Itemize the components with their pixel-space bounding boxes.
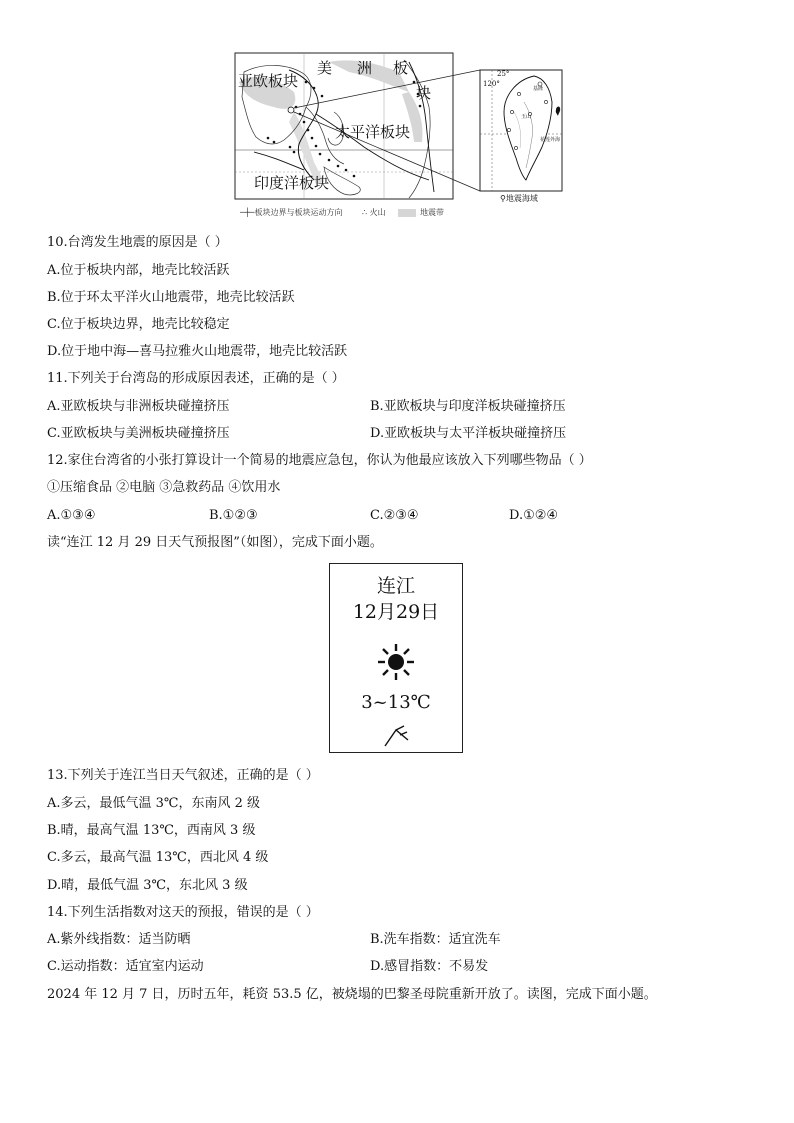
- wind-barb-icon: [382, 724, 414, 748]
- q11-option-c: C.亚欧板块与美洲板块碰撞挤压: [47, 426, 230, 441]
- plate-boundary-icon: ─┼─: [240, 208, 255, 217]
- q14-option-b: B.洗车指数：适宜洗车: [370, 932, 501, 947]
- quake-belt-swatch-icon: [398, 209, 416, 217]
- inset-place-keelung: 基隆: [533, 86, 544, 92]
- inset-place-hualien: 花莲外海: [540, 137, 561, 143]
- inset-lon-label: 25°: [497, 70, 510, 78]
- q14-option-d: D.感冒指数：不易发: [370, 959, 489, 974]
- weather-date: 12月29日: [352, 601, 440, 623]
- sun-icon: [376, 642, 416, 682]
- q10-stem: 10.台湾发生地震的原因是（ ）: [47, 235, 228, 250]
- notre-dame-intro: 2024 年 12 月 7 日，历时五年，耗资 53.5 亿，被烧塌的巴黎圣母院重新开放了。读图，完成下面小题。: [47, 987, 657, 1002]
- q12-option-a: A.①③④: [47, 508, 96, 523]
- q13-option-c: C.多云，最高气温 13℃，西北风 4 级: [47, 850, 269, 865]
- q10-option-c: C.位于板块边界，地壳比较稳定: [47, 317, 230, 332]
- q12-stem: 12.家住台湾省的小张打算设计一个简易的地震应急包，你认为他最应该放入下列哪些物品（ ）: [47, 453, 592, 468]
- q12-option-b: B.①②③: [209, 508, 258, 523]
- label-americas-plate-3: 板: [393, 59, 409, 77]
- q13-stem: 13.下列关于连江当日天气叙述，正确的是（ ）: [47, 768, 319, 783]
- label-americas-plate-2: 洲: [357, 59, 373, 77]
- q13-option-d: D.晴，最低气温 3℃，东北风 3 级: [47, 878, 248, 893]
- weather-city: 连江: [376, 575, 415, 597]
- legend-quake-belt: 地震带: [398, 208, 444, 218]
- q14-stem: 14.下列生活指数对这天的预报，错误的是（ ）: [47, 905, 319, 920]
- label-pacific-plate: 太平洋板块: [335, 123, 411, 141]
- q13-option-a: A.多云，最低气温 3℃，东南风 2 级: [47, 796, 261, 811]
- q11-option-b: B.亚欧板块与印度洋板块碰撞挤压: [370, 399, 566, 414]
- legend-volcano: ∴ 火山: [362, 208, 386, 217]
- volcano-icon: ∴: [362, 208, 368, 217]
- q11-option-a: A.亚欧板块与非洲板块碰撞挤压: [47, 399, 230, 414]
- legend-boundary: ─┼─板块边界与板块运动方向: [240, 208, 343, 217]
- inset-epicenter-legend: ⚲地震海域: [500, 194, 538, 203]
- q11-option-d: D.亚欧板块与太平洋板块碰撞挤压: [370, 426, 567, 441]
- weather-forecast-card: [329, 563, 463, 753]
- label-americas-plate-1: 美: [317, 59, 333, 77]
- q14-option-c: C.运动指数：适宜室内运动: [47, 959, 204, 974]
- q12-items: ①压缩食品 ②电脑 ③急救药品 ④饮用水: [47, 480, 281, 495]
- label-eurasian-plate: 亚欧板块: [238, 72, 299, 90]
- inset-place-yushan: 玉山: [521, 114, 532, 120]
- q12-option-c: C.②③④: [370, 508, 419, 523]
- q11-stem: 11.下列关于台湾岛的形成原因表述，正确的是（ ）: [47, 371, 345, 386]
- q10-option-a: A.位于板块内部，地壳比较活跃: [47, 263, 230, 278]
- weather-intro: 读“连江 12 月 29 日天气预报图”（如图），完成下面小题。: [47, 535, 383, 550]
- q12-option-d: D.①②④: [509, 508, 559, 523]
- epicenter-marker-icon: ⚲: [500, 194, 506, 203]
- q10-option-b: B.位于环太平洋火山地震带，地壳比较活跃: [47, 290, 295, 305]
- q14-option-a: A.紫外线指数：适当防晒: [47, 932, 191, 947]
- q10-option-d: D.位于地中海—喜马拉雅火山地震带，地壳比较活跃: [47, 344, 348, 359]
- weather-temp-range: 3~13℃: [361, 692, 431, 713]
- q13-option-b: B.晴，最高气温 13℃，西南风 3 级: [47, 823, 256, 838]
- label-americas-plate-4: 块: [416, 84, 432, 102]
- label-indian-plate: 印度洋板块: [254, 174, 330, 192]
- inset-lat-label: 120°: [483, 80, 500, 88]
